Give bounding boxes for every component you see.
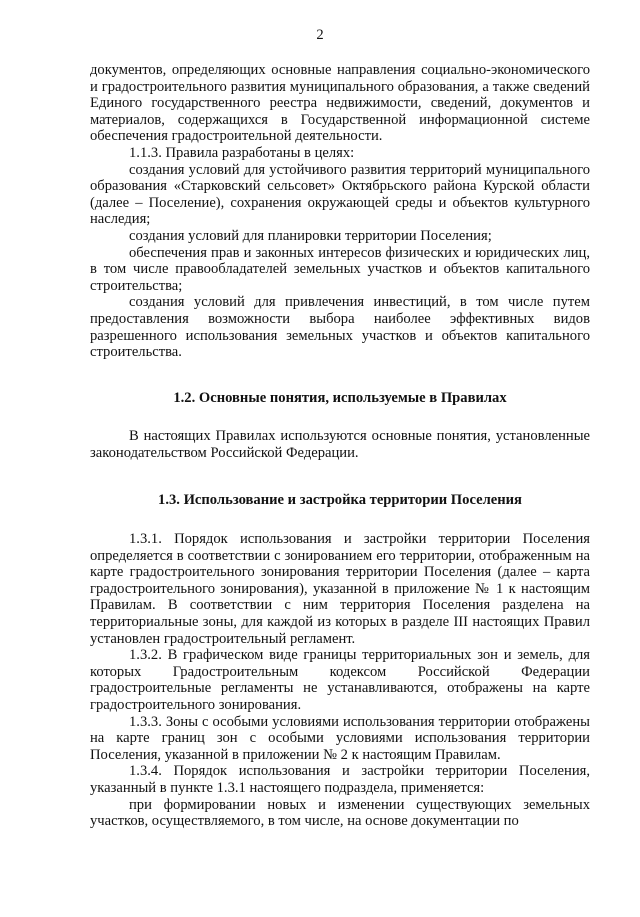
section-1-3-paragraph: 1.3.2. В графическом виде границы территориальных зон и земель, для которых Градостроительным кодексом Российской Федерации градостроительные регламенты не устанавливаются, отображены на карте градостроительного зонирования. [90, 647, 590, 713]
document-body [90, 62, 590, 830]
goal-item: создания условий для устойчивого развития территорий муниципального образования «Старковский сельсовет» Октябрьского района Курской области (далее – Поселение), сохранения окружающей среды и объектов культурного наследия; [90, 161, 590, 228]
section-1-3-paragraph: 1.3.3. Зоны с особыми условиями использования территории отображены на карте границ зон с особыми условиями использования территории Поселения, указанной в приложении № 2 к настоящим Правилам. [90, 713, 590, 763]
goal-item: создания условий для привлечения инвестиций, в том числе путем предоставления возможности выбора наиболее эффективных видов разрешенного использования земельных участков и объектов капитального строительства. [90, 294, 590, 361]
intro-paragraph: документов, определяющих основные направления социально-экономического и градостроительного развития муниципального образования, а также сведений Единого государственного реестра недвижимости, сведений, документов и материалов, содержащихся в Государственной информационной системе обеспечения градостроительной деятельности. [90, 62, 590, 145]
section-1-1-3-lead: 1.1.3. Правила разработаны в целях: [129, 144, 355, 161]
section-1-3-paragraph: при формировании новых и изменении существующих земельных участков, осуществляемого, в том числе, на основе документации по [90, 796, 590, 830]
goal-item: создания условий для планировки территории Поселения; [129, 227, 492, 244]
goal-item: обеспечения прав и законных интересов физических и юридических лиц, в том числе правообладателей земельных участков и объектов капитального строительства; [90, 244, 590, 294]
section-1-3-paragraph: 1.3.1. Порядок использования и застройки территории Поселения определяется в соответствии с зонированием его территории, отображенным на карте градостроительного зонирования территории Поселения (далее – карта градостроительного зонирования), указанной в приложение № 1 к настоящим Правилам. В соответствии с ним территория Поселения разделена на территориальные зоны, для каждой из которых в разделе III настоящих Правил установлен градостроительный регламент. [90, 531, 590, 647]
section-heading-1-2: 1.2. Основные понятия, используемые в Правилах [173, 389, 507, 406]
section-heading-1-3: 1.3. Использование и застройка территории Поселения [158, 492, 522, 509]
section-1-3-paragraph: 1.3.4. Порядок использования и застройки территории Поселения, указанный в пункте 1.3.1 настоящего подраздела, применяется: [90, 763, 590, 796]
page-number: 2 [316, 27, 324, 43]
section-1-2-text: В настоящих Правилах используются основные понятия, установленные законодательством Российской Федерации. [90, 428, 590, 461]
